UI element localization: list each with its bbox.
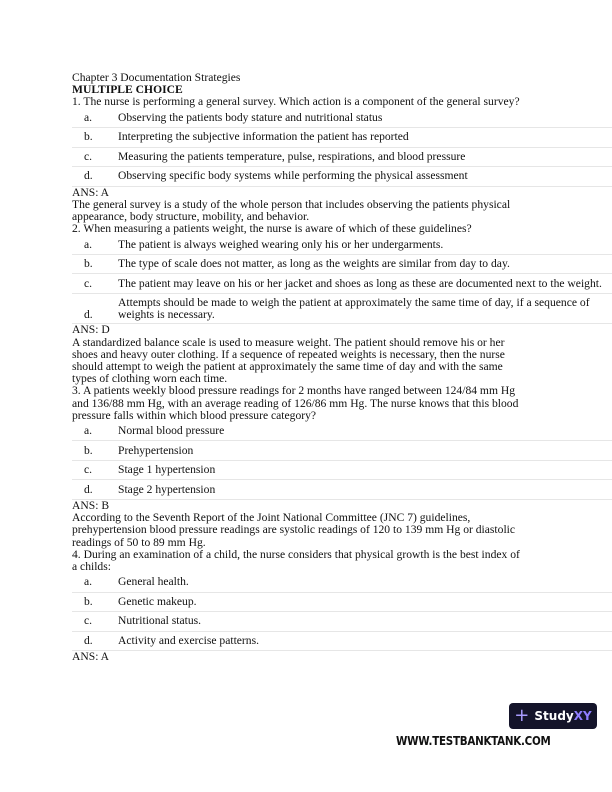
answer-key: ANS: D	[72, 323, 110, 337]
option-text: The patient may leave on his or her jacket and shoes as long as these are documented next to the weight.	[118, 276, 602, 290]
rationale-line: shoes and heavy outer clothing. If a sequence of repeated weights is necessary, then the nurse	[72, 347, 505, 361]
badge-brand-b: XY	[573, 709, 592, 723]
answer-option	[72, 593, 612, 613]
question-stem: and 136/88 mm Hg, with an average reading of 126/86 mm Hg. The nurse knows that this blood	[72, 396, 519, 410]
answer-option	[72, 461, 612, 481]
rationale-line: should attempt to weigh the patient at approximately the same time of day and with the same	[72, 359, 503, 373]
answer-option	[72, 109, 612, 129]
option-text: Prehypertension	[118, 443, 194, 457]
answer-key: ANS: B	[72, 498, 110, 512]
option-letter: c.	[84, 276, 93, 290]
option-text: Interpreting the subjective information the patient has reported	[118, 130, 409, 144]
badge-brand-a: Study	[534, 709, 574, 723]
option-text: Observing specific body systems while performing the physical assessment	[118, 169, 468, 183]
answer-option	[72, 294, 612, 324]
answer-option	[72, 612, 612, 632]
answer-option	[72, 441, 612, 461]
rationale-line: types of clothing worn each time.	[72, 372, 228, 386]
question-block	[72, 549, 612, 664]
rationale-line: readings of 50 to 89 mm Hg.	[72, 535, 206, 549]
answer-option	[72, 632, 612, 652]
option-letter: b.	[84, 594, 93, 608]
rationale-line: A standardized balance scale is used to measure weight. The patient should remove his or her	[72, 335, 505, 349]
option-letter: d.	[84, 169, 93, 183]
option-letter: b.	[84, 443, 93, 457]
section-heading: MULTIPLE CHOICE	[72, 83, 183, 97]
option-letter: c.	[84, 149, 93, 163]
option-letter: d.	[84, 308, 93, 322]
option-text: Measuring the patients temperature, pulse, respirations, and blood pressure	[118, 149, 466, 163]
option-letter: b.	[84, 257, 93, 271]
option-letter: c.	[84, 463, 93, 477]
plus-icon: +	[514, 705, 530, 726]
question-stem: 2. When measuring a patients weight, the nurse is aware of which of these guidelines?	[72, 222, 472, 236]
answer-key: ANS: A	[72, 650, 110, 664]
answer-option	[72, 422, 612, 442]
option-letter: d.	[84, 482, 93, 496]
question-block	[72, 385, 612, 548]
chapter-title: Chapter 3 Documentation Strategies	[72, 71, 241, 84]
question-stem: pressure falls within which blood pressure category?	[72, 408, 317, 422]
option-text: Stage 1 hypertension	[118, 463, 216, 477]
answer-key: ANS: A	[72, 185, 110, 199]
option-text: Genetic makeup.	[118, 594, 197, 608]
option-letter: d.	[84, 633, 93, 647]
answer-option	[72, 274, 612, 294]
question-stem: 4. During an examination of a child, the nurse considers that physical growth is the best index of	[72, 547, 520, 561]
option-letter: a.	[84, 110, 93, 124]
option-text: Normal blood pressure	[118, 424, 225, 438]
option-letter: a.	[84, 575, 93, 589]
rationale-line: appearance, body structure, mobility, and behavior.	[72, 210, 310, 224]
option-text: Nutritional status.	[118, 614, 202, 628]
option-letter: b.	[84, 130, 93, 144]
option-letter: a.	[84, 424, 93, 438]
question-stem: 3. A patients weekly blood pressure readings for 2 months have ranged between 124/84 mm Hg	[72, 384, 516, 398]
option-text: Activity and exercise patterns.	[118, 633, 260, 647]
option-text: The type of scale does not matter, as long as the weights are similar from day to day.	[118, 257, 510, 271]
rationale-line: prehypertension blood pressure readings are systolic readings of 120 to 139 mm Hg or diastolic	[72, 523, 516, 537]
option-text: Attempts should be made to weigh the patient at approximately the same time of day, if a sequence of weights is necessary.	[118, 295, 590, 322]
option-letter: c.	[84, 614, 93, 628]
option-text: General health.	[118, 575, 189, 589]
option-text: The patient is always weighed wearing only his or her undergarments.	[118, 237, 444, 251]
option-text: Observing the patients body stature and nutritional status	[118, 110, 383, 124]
rationale-line: The general survey is a study of the whole person that includes observing the patients physical	[72, 197, 511, 211]
answer-option	[72, 128, 612, 148]
answer-option	[72, 167, 612, 187]
answer-option	[72, 480, 612, 500]
footer-url[interactable]: WWW.TESTBANKTANK.COM	[396, 734, 551, 748]
option-text: Stage 2 hypertension	[118, 482, 216, 496]
answer-option	[72, 148, 612, 168]
answer-option	[72, 235, 612, 255]
question-stem: a childs:	[72, 559, 111, 573]
question-block	[72, 223, 612, 385]
option-letter: a.	[84, 237, 93, 251]
studyxy-badge[interactable]	[509, 703, 597, 729]
badge-label	[534, 709, 591, 723]
document-body	[72, 72, 612, 663]
question-stem: 1. The nurse is performing a general survey. Which action is a component of the general survey?	[72, 95, 520, 109]
question-block	[72, 96, 612, 223]
answer-option	[72, 573, 612, 593]
answer-option	[72, 255, 612, 275]
rationale-line: According to the Seventh Report of the Joint National Committee (JNC 7) guidelines,	[72, 511, 471, 525]
